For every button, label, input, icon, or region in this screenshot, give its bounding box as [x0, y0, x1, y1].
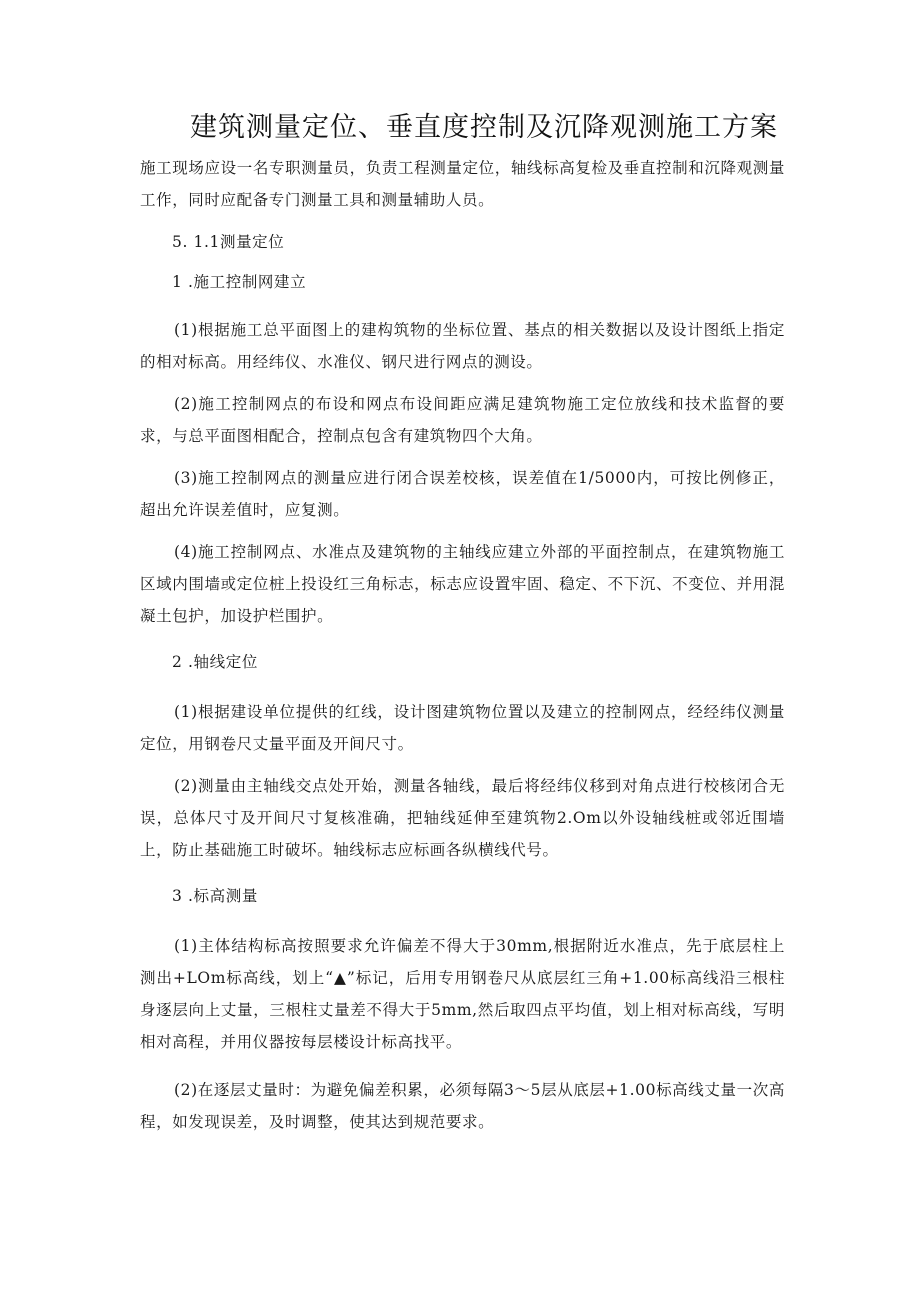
intro-paragraph: 施工现场应设一名专职测量员，负责工程测量定位，轴线标高复检及垂直控制和沉降观测量工作，同时应配备专门测量工具和测量辅助人员。: [140, 159, 785, 209]
paragraph-axis-1: (1)根据建设单位提供的红线，设计图建筑物位置以及建立的控制网点，经经纬仪测量定位，用钢卷尺丈量平面及开间尺寸。: [140, 703, 785, 753]
paragraph-axis-2: (2)测量由主轴线交点处开始，测量各轴线，最后将经纬仪移到对角点进行校核闭合无误，总体尺寸及开间尺寸复核准确，把轴线延伸至建筑物2.Om以外设轴线桩或邻近围墙上，防止基础施工时破坏。轴线标志应标画各纵横线代号。: [140, 777, 785, 859]
subsection-heading-axis: 2 .轴线定位: [172, 653, 258, 671]
paragraph-elevation-2: (2)在逐层丈量时：为避免偏差积累，必须每隔3～5层从底层+1.00标高线丈量一次高程，如发现误差，及时调整，使其达到规范要求。: [140, 1081, 785, 1131]
subsection-heading-elevation: 3 .标高测量: [172, 887, 258, 905]
paragraph-control-network-2: (2)施工控制网点的布设和网点布设间距应满足建筑物施工定位放线和技术监督的要求，与总平面图相配合，控制点包含有建筑物四个大角。: [140, 395, 785, 445]
document-title: 建筑测量定位、垂直度控制及沉降观测施工方案: [190, 112, 778, 143]
paragraph-elevation-1: (1)主体结构标高按照要求允许偏差不得大于30mm,根据附近水准点，先于底层柱上测出+LOm标高线，划上“▲”标记，后用专用钢卷尺从底层红三角+1.00标高线沿三根柱身逐层向上丈量，三根柱丈量差不得大于5mm,然后取四点平均值，划上相对标高线，写明相对高程，并用仪器按每层楼设计标高找平。: [140, 937, 785, 1051]
subsection-heading-control-network: 1 .施工控制网建立: [172, 273, 307, 291]
paragraph-control-network-1: (1)根据施工总平面图上的建构筑物的坐标位置、基点的相关数据以及设计图纸上指定的相对标高。用经纬仪、水准仪、钢尺进行网点的测设。: [140, 321, 785, 371]
section-heading: 5. 1.1测量定位: [172, 233, 285, 251]
paragraph-control-network-4: (4)施工控制网点、水准点及建筑物的主轴线应建立外部的平面控制点，在建筑物施工区域内围墙或定位桩上投设红三角标志，标志应设置牢固、稳定、不下沉、不变位、并用混凝土包护，加设护栏围护。: [140, 543, 785, 625]
paragraph-control-network-3: (3)施工控制网点的测量应进行闭合误差校核，误差值在1/5000内，可按比例修正，超出允许误差值时，应复测。: [140, 469, 785, 519]
